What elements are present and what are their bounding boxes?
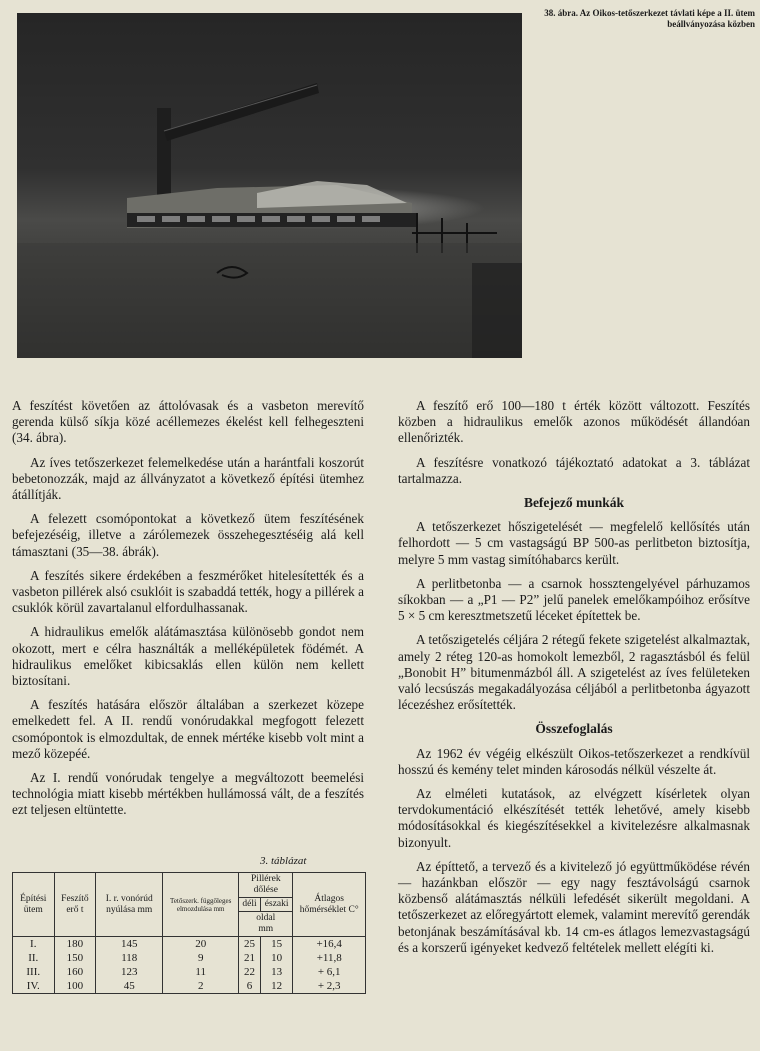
table-cell: 180 [54,937,96,952]
table-cell: 123 [96,965,163,979]
table-row [13,951,366,965]
section-heading: Összefoglalás [535,721,613,737]
table-cell: 22 [239,965,261,979]
construction-photo [17,13,522,358]
section-heading: Befejező munkák [523,495,625,511]
paragraph: A perlitbetonba — a csarnok hossztengelyével párhuzamos síkokban — a „P1 — P2” jelű panelek emelőkampóihoz erősítve 5 × 5 cm keresztmetszetű léceket építettek be. [398,575,750,624]
paragraph: Az 1962 év végéig elkészült Oikos-tetőszerkezet a rendkívül hosszú és kemény telet minden károsodás nélkül vészelte át. [398,745,750,777]
paragraph: Az elméleti kutatások, az elvégzett kísérletek olyan tervdokumentáció elkészítését tették lehetővé, amely kisebb módosításokkal és kiegészítésekkel a kivitelezésre alkalmasnak bizonyult. [398,786,750,850]
table-cell: 13 [260,965,293,979]
table-cell: 145 [96,937,163,952]
header-eszaki: északi [260,898,293,912]
table-cell: 21 [239,951,261,965]
header-oldal-mm [239,912,293,937]
table-cell: 20 [163,937,239,952]
paragraph: A tetőszerkezet hőszigetelését — megfelelő kellősítés után felhordott — 5 cm vastagságú BP 500-as perlitbeton biztosítja, melyre 5 mm vastag simítóhabarcs került. [398,519,750,567]
data-table [12,872,366,994]
paragraph: Az íves tetőszerkezet felemelkedése után a harántfali koszorút bebetonozzák, majd az állványzatot a következő építési ütemhez átállítják. [12,454,364,503]
header-nyulas: I. r. vonórúd nyúlása mm [96,873,163,937]
table-cell: + 6,1 [293,965,366,979]
table-row [13,965,366,979]
table-cell: 45 [96,979,163,994]
paragraph: Az építtető, a tervező és a kivitelező jó együttműködése révén — hazánkban először — egy nagy fesztávolságú csarnok közbenső alátámasztás nélküli lefedését sikerült megoldani. A tetőszerkezet az előregyártott elemek, valamint merevítő gerendák betonjának beszámításával kb. 14 cm-es átlagos lemezvastagságú és a korszerű igényeket kedvező feltételek mellett elégíti ki. [398,858,750,955]
table-cell: 15 [260,937,293,952]
header-deli: déli [239,898,261,912]
header-pillerek: Pillérek dőlése [239,873,293,898]
header-mm: mm [258,924,274,934]
table-cell: 12 [260,979,293,994]
left-column [12,398,364,827]
table-caption: 3. táblázat [260,855,307,867]
header-homer: Átlagos hőmérséklet C° [293,873,366,937]
table-cell: 10 [260,951,293,965]
table-cell: 6 [239,979,261,994]
table-cell: 25 [239,937,261,952]
table-cell: +16,4 [293,937,366,952]
table-cell: 11 [163,965,239,979]
paragraph: A feszítés hatására először általában a szerkezet közepe emelkedett fel. A II. rendű vonórudakkal megfogott felezett csomópontok is elmozdultak, de ennek mértéke kisebb volt mint a mező közepéé. [12,697,364,761]
table-cell: II. [13,951,55,965]
table-row [13,979,366,994]
table-row [13,937,366,952]
figure-caption: 38. ábra. Az Oikos-tetőszerkezet távlati képe a II. ütem beállványozása közben [544,8,755,29]
header-ero: Feszítő erő t [54,873,96,937]
paragraph: Az I. rendű vonórudak tengelye a megváltozott beemelési technológia miatt kisebb mértékben hullámossá vált, de a feszítés ezt teljesen eltüntette. [12,770,364,818]
table-cell: III. [13,965,55,979]
paragraph: A felezett csomópontokat a következő ütem feszítésének befejezéséig, illetve a zárólemezek összehegesztéséig alá kell támasztani (35—38. ábrák). [12,511,364,559]
paragraph: A feszítés sikere érdekében a feszmérőket hitelesítették és a vasbeton pillérek alsó csuklóit is szabaddá tették, hogy a pillérek a csuklók körül zavartalanul elfordulhassanak. [12,567,364,616]
table-cell: 118 [96,951,163,965]
table-cell: 2 [163,979,239,994]
table-cell: + 2,3 [293,979,366,994]
construction-photo-drawing [17,13,522,358]
paragraph: A feszítő erő 100—180 t érték között változott. Feszítés közben a hidraulikus emelők azonos működését állandóan ellenőrizték. [398,398,750,446]
paragraph: A feszítésre vonatkozó tájékoztató adatokat a 3. táblázat tartalmazza. [398,454,750,486]
header-utem: Építési ütem [13,873,55,937]
paragraph: A hidraulikus emelők alátámasztása különösebb gondot nem okozott, mert e célra használták a melléképületek födémét. A hidraulikus emelőket kibicsaklás ellen külön nem kellett biztosítani. [12,624,364,689]
table-cell: IV. [13,979,55,994]
header-fugg: Tetőszerk. függőleges elmozdulása mm [163,873,239,937]
header-oldal: oldal [256,913,276,923]
table-cell: I. [13,937,55,952]
table-cell: +11,8 [293,951,366,965]
paragraph: A feszítést követően az áttolóvasak és a vasbeton merevítő gerenda külső síkja közé acéllemezes ékelést kell felhegeszteni (34. ábra). [12,398,364,446]
table-cell: 9 [163,951,239,965]
table-cell: 160 [54,965,96,979]
table-cell: 150 [54,951,96,965]
table-cell: 100 [54,979,96,994]
paragraph: A tetőszigetelés céljára 2 rétegű fekete szigetelést alkalmaztak, amely 2 réteg 120-as homokolt lemezből, 2 ragasztásból és felül „Bonobit H” bitumenmázból áll. A szigetelést az íves felületeken való lecsúszás megakadályozása céljából a perlitbetonba ágyazott lécezéshez erősítették. [398,632,750,713]
right-column [398,398,750,964]
